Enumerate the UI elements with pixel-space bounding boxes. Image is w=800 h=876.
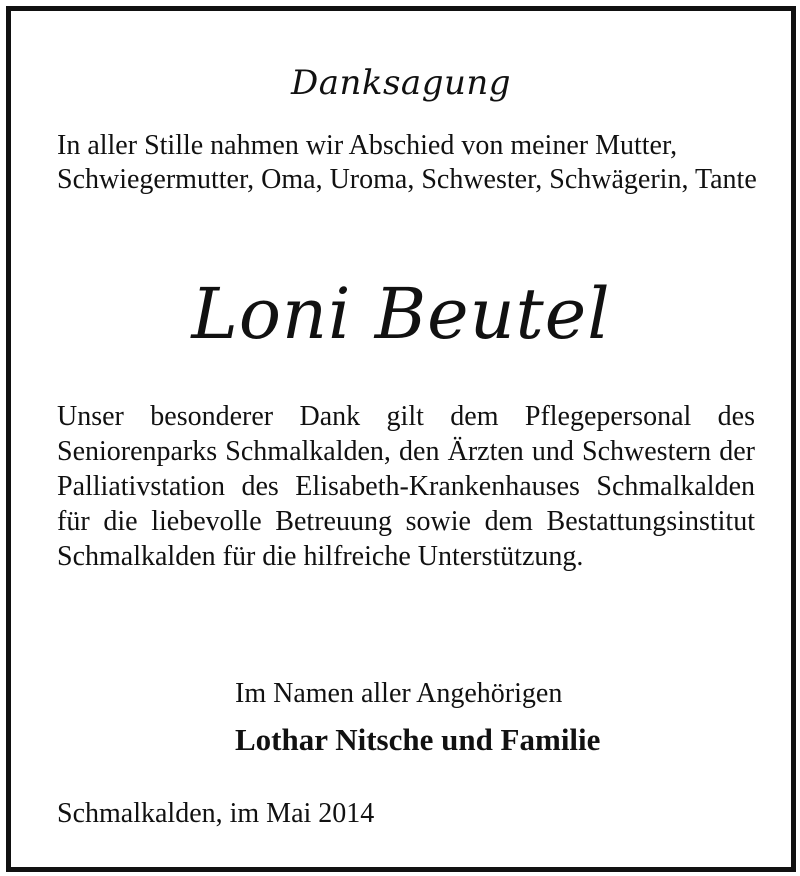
notice-heading: Danksagung bbox=[290, 63, 512, 103]
intro-text: In aller Stille nahmen wir Abschied von meiner Mutter, Schwiegermutter, Oma, Uroma, Schwester, Schwägerin, Tante bbox=[57, 130, 757, 195]
place-date: Schmalkalden, im Mai 2014 bbox=[57, 798, 375, 829]
thanks-text: Unser besonderer Dank gilt dem Pflegepersonal des Seniorenparks Schmalkalden, den Ärzten und Schwestern der Palliativstation des Elisabeth-Krankenhauses Schmalkalden für die liebevolle Betreuung sowie dem Bestattungsinstitut Schmalkalden für die hilfreiche Unterstützung. bbox=[57, 401, 755, 572]
deceased-name: Loni Beutel bbox=[191, 273, 611, 355]
notice-frame bbox=[6, 6, 796, 872]
on-behalf-line: Im Namen aller Angehörigen bbox=[235, 678, 563, 709]
family-signature: Lothar Nitsche und Familie bbox=[235, 722, 601, 757]
